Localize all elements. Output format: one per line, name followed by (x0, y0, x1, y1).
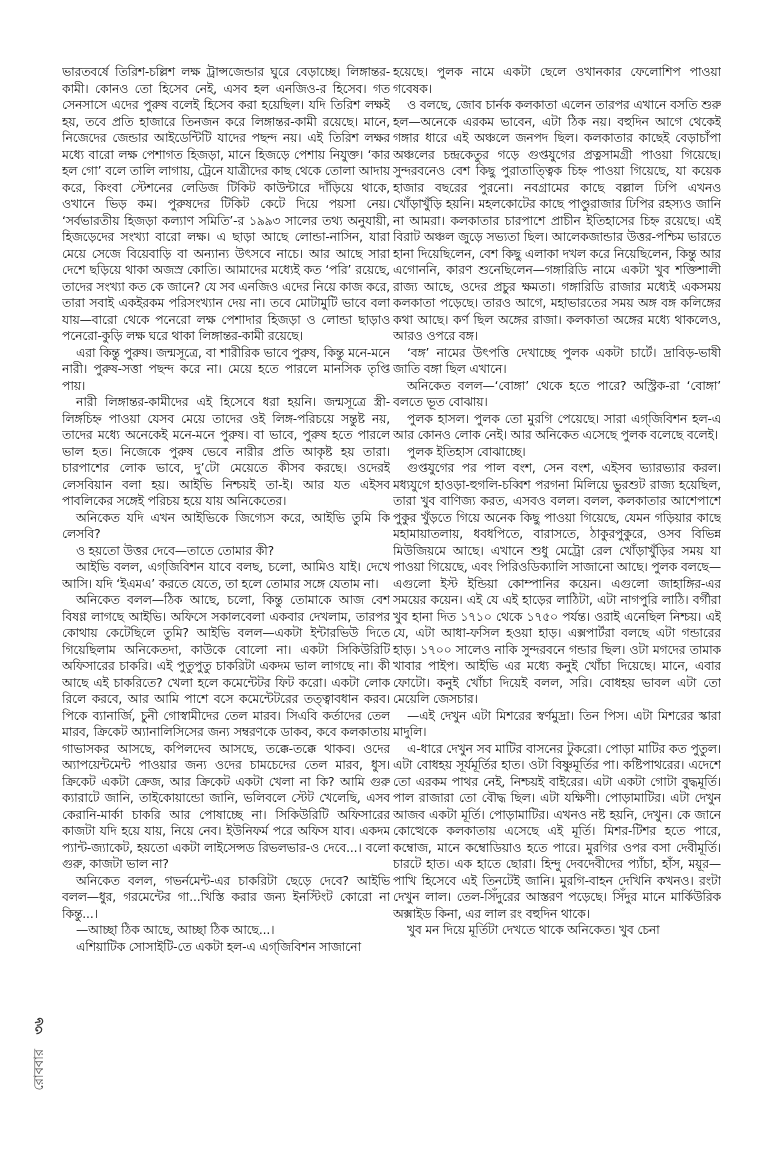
right-text-column (393, 64, 721, 1104)
page-number: ৩৬ (32, 1017, 47, 1035)
paragraph: এশিয়াটিক সোসাইটি-তে একটা হল-এ এগ্‌জিবিশন সাজানো (76, 939, 361, 954)
paragraph: পুলক হাসল। পুলক তো মুরগি পেয়েছে। সারা এগ্‌জিবিশন হল-এ আর কোনও লোক নেই। আর অনিকেত এসেছে পুলক বলেছে বলেই। (393, 411, 721, 442)
left-text-column (62, 64, 390, 1104)
paragraph: অনিকেত বলল, গভর্নমেন্ট-এর চাকরিটা ছেড়ে দেবে? আইভি বলল—ধুর, গরমেন্টের গা...খিস্তি করার জন্য ইনস্টিংট কোরো না কিন্তু...। (62, 873, 390, 921)
magazine-name: রোববার (32, 1048, 47, 1090)
paragraph: ও বলছে, জোব চার্নক কলকাতা এলেন তারপর এখানে বসতি শুরু হল—অনেকে এরকম ভাবেন, এটা ঠিক নয়। বহুদিন আগে থেকেই গঙ্গার ধারে এই অঞ্চলে জনপদ ছিল। কলকাতার কাছেই বেড়াচাঁপা অঞ্চলের চন্দ্রকেতুর গড়ে গুপ্তযুগের প্রত্নসামগ্রী পাওয়া গিয়েছে। সুন্দরবনেও বেশ কিছু পুরাতাত্ত্বিক চিহ্ন পাওয়া গিয়েছে, যা কয়েক হাজার বছরের পুরনো। নবগ্রামের কাছে বল্লাল ঢিপি এখনও খোঁড়াখুঁড়ি হয়নি। মহলকোটের কাছে পাণ্ডুরাজার ঢিপির রহস্যও জানি না আমরা। কলকাতার চারপাশে প্রাচীন ইতিহাসের চিহ্ন রয়েছে। এই বিরাট অঞ্চল জুড়ে সভ্যতা ছিল। আলেকজান্ডার উত্তর-পশ্চিম ভারতে হানা দিয়েছিলেন, বেশ কিছু এলাকা দখল করে নিয়েছিলেন, কিন্তু আর এগোননি, কারণ শুনেছিলেন—গঙ্গারিডি নামে একটা খুব শক্তিশালী রাজ্য আছে, ওদের প্রচুর ক্ষমতা। গঙ্গারিডি রাজার মধ্যেই একসময় কলকাতা পড়েছে। তারও আগে, মহাভারতের সময় অঙ্গ বঙ্গ কলিঙ্গের কথা আছে। কর্ণ ছিল অঙ্গের রাজা। কলকাতা অঙ্গের মধ্যে থাকলেও, আরও ওপরে বঙ্গ। (393, 98, 721, 343)
paragraph: পুলক ইতিহাস বোঝাচ্ছে। (407, 444, 526, 459)
paragraph: অনিকেত বলল—ঠিক আছে, চলো, কিন্তু তোমাকে আজ বেশ বিষণ্ণ লাগছে আইভি। অফিসে সকালবেলা একবার দেখলাম, তারপর কোথায় কেটেছিলে তুমি? আইভি বলল—একটা ইন্টারভিউ দিতে গিয়েছিলাম অনিকেতদা, কাউকে বোলো না। একটা সিকিউরিটি অফিসারের চাকরি। এই পুতুপুতু চাকরিটা একদম ভাল লাগছে না। কী আছে এই চাকরিতে? খেলা হলে কমেন্টেটর ফিট করো। একটা লোক রিলে করবে, আর আমি পাশে বসে কমেন্টেটরের তত্ত্বাবধান করব। পিকে ব্যানার্জি, চুনী গোস্বামীদের তেল মারব। সিএবি কর্তাদের তেল মারব, ক্রিকেট অ্যানালিসিসের জন্য সম্বরণকে ডাকব, কবে কলকাতায় গাভাসকর আসছে, কপিলদেব আসছে, তক্কে-তক্কে থাকব। ওদের অ্যাপয়েন্টমেন্ট পাওয়ার জন্য ওদের চামচেদের তেল মারব, ধুস। ক্রিকেট একটা ক্রেজ, আর ক্রিকেট একটা খেলা না কি? আমি গুরু ক্যারাটে জানি, তাইকোয়ান্ডো জানি, ভলিবলে স্টেট খেলেছি, এসব কেরানি-মার্কা চাকরি আর পোষাচ্ছে না। সিকিউরিটি অফিসারের কাজটা যদি হয়ে যায়, নিয়ে নেব। ইউনিফর্ম পরে অফিস যাব। একদম প্যান্ট-জ্যাকেট, হয়তো একটা লাইসেন্সড রিভলভার-ও দেবে...। বলো গুরু, কাজটা ভাল না? (62, 593, 390, 871)
paragraph: আইভি বলল, এগ্‌জিবিশন যাবে বলছ, চলো, আমিও যাই। দেখে আসি। যদি ‘ইএমএ’ করতে যেতে, তা হলে তোমার সঙ্গে যেতাম না। (62, 560, 390, 591)
paragraph: অনিকেত যদি এখন আইভিকে জিগ্যেস করে, আইভি তুমি কি লেসবি? (62, 510, 390, 541)
paragraph: খুব মন দিয়ে মূর্তিটা দেখতে থাকে অনিকেত। খুব চেনা (407, 923, 660, 937)
paragraph: ‘বঙ্গ’ নামের উৎপত্তি দেখাচ্ছে পুলক একটা চার্টে। দ্রাবিড়-ভাষী জাতি বঙ্গা ছিল এখানে। (393, 345, 721, 376)
paragraph: এরা কিন্তু পুরুষ। জন্মসূত্রে, বা শারীরিক ভাবে পুরুষ, কিন্তু মনে-মনে নারী। পুরুষ-সত্তা পছন্দ করে না। মেয়ে হতে পারলে মানসিক তৃপ্তি পায়। (62, 345, 390, 393)
paragraph: এ-ধারে দেখুন সব মাটির বাসনের টুকরো। পোড়া মাটির কত পুতুল। এটা বোধহয় সূর্যমূর্তির হাত। ওটা বিষ্ণুমূর্তির পা। কষ্টিপাথরের। এদেশে তো এরকম পাথর নেই, নিশ্চয়ই বাইরের। এটা একটা গোটা বুদ্ধমূর্তি। পাল রাজারা তো বৌদ্ধ ছিল। এটা যক্ষিণী। পোড়ামাটির। এটা দেখুন আজব একটা মূর্তি। পোড়ামাটির। এখনও নষ্ট হয়নি, দেখুন। কে জানে কোত্থেকে কলকাতায় এসেছে এই মূর্তি। মিশর-টিশর হতে পারে, কম্বোজ, মানে কম্বোডিয়াও হতে পারে। মুরগির ওপর বসা দেবীমূর্তি। চারটে হাত। এক হাতে ছোরা। হিন্দু দেবদেবীদের প্যাঁচা, হাঁস, ময়ূর—পাখি হিসেবে এই তিনটেই জানি। মুরগি-বাহন দেখিনি কখনও। রংটা দেখুন লাল। তেল-সিঁদুরের আস্তরণ পড়েছে। সিঁদুর মানে মার্কিউরিক অক্সাইড কিনা, এর লাল রং বহুদিন থাকে। (393, 741, 721, 921)
paragraph: —আচ্ছা ঠিক আছে, আচ্ছা ঠিক আছে...। (76, 923, 275, 937)
page-sidebar (30, 1018, 51, 1091)
paragraph: ভারতবর্ষে তিরিশ-চল্লিশ লক্ষ ট্রান্সজেন্ডার ঘুরে বেড়াচ্ছে। লিঙ্গান্তর-কামী। কোনও তো হিসেব নেই, এসব হল এনজিও-র হিসেব। গত সেনসাসে এদের পুরুষ বলেই হিসেব করা হয়েছিল। যদি তিরিশ লক্ষই হয়, তবে প্রতি হাজারে তিনজন করে লিঙ্গান্তর-কামী রয়েছে। মানে, নিজেদের জেন্ডার আইডেন্টিটি যাদের পছন্দ নয়। এই তিরিশ লক্ষর মধ্যে বারো লক্ষ পেশাগত হিজড়া, মানে হিজড়ে পেশায় নিযুক্ত। ‘কার হল গো’ বলে তালি লাগায়, ট্রেনে যাত্রীদের কাছ থেকে তোলা আদায় করে, কিংবা স্টেশনের লেডিজ টিকিট কাউন্টারে দাঁড়িয়ে থাকে, ওখানে ভিড় কম। পুরুষদের টিকিট কেটে দিয়ে পয়সা নেয়। ‘সর্বভারতীয় হিজড়া কল্যাণ সমিতি’-র ১৯৯৩ সালের তথ্য অনুযায়ী, হিজড়েদের সংখ্যা বারো লক্ষ। এ ছাড়া আছে লোন্ডা-নাসিন, যারা মেয়ে সেজে বিয়েবাড়ি বা অন্যান্য উৎসবে নাচে। আর আছে সারা দেশে ছড়িয়ে থাকা অজস্র কোতি। আমাদের মধ্যেই কত ‘পরি’ রয়েছে, তাদের সংখ্যা কত কে জানে? যে সব এনজিও এদের নিয়ে কাজ করে, তারা সবাই একইরকম পরিসংখ্যান দেয় না। তবে মোটামুটি ভাবে বলা যায়—বারো থেকে পনেরো লক্ষ পেশাদার হিজড়া ও লোন্ডা ছাড়াও পনেরো-কুড়ি লক্ষ ঘরে থাকা লিঙ্গান্তর-কামী রয়েছে। (62, 65, 390, 343)
paragraph: গুপ্তযুগের পর পাল বংশ, সেন বংশ, এইসব ভ্যারভ্যার করল। মধ্যযুগে হাওড়া-হুগলি-চব্বিশ পরগনা মিলিয়ে ভুরশুট রাজ্য হয়েছিল, তারা খুব বাণিজ্য করত, এসবও বলল। বলল, কলকাতার আশেপাশে পুকুর খুঁড়তে গিয়ে অনেক কিছু পাওয়া গিয়েছে, যেমন গড়িয়ার কাছে মহামায়াতলায়, ধবধপিতে, বারাসতে, ঠাকুরপুকুরে, ওসব বিভিন্ন মিউজিয়মে আছে। এখানে শুধু মেট্রো রেল খোঁড়াখুঁড়ির সময় যা পাওয়া গিয়েছে, এবং পিরিওডিক্যালি সাজানো আছে। পুলক বলছে—এগুলো ইস্ট ইন্ডিয়া কোম্পানির কয়েন। এগুলো জাহাঙ্গির-এর সময়ের কয়েন। এই যে এই হাড়ের লাঠিটা, এটা নাগপুরি লাঠি। বর্গীরা খুব হানা দিত ১৭১০ থেকে ১৭৫০ পর্যন্ত। ওরাই এনেছিল নিশ্চয়। এই যে, এটা আধা-ফসিল হওয়া হাড়। এক্সপার্টরা বলছে এটা গন্ডারের হাড়। ১৭০০ সালেও নাকি সুন্দরবনে গন্ডার ছিল। ওটা মগদের তামাক খাবার পাইপ। আইভি এর মধ্যে কনুই খোঁচা দিয়েছে। মানে, এবার ফোটো। কনুই খোঁচা দিয়েই বলল, সরি। বোধহয় ভাবল এটা তো মেয়েলি জেসচার। (393, 461, 721, 706)
paragraph: নারী লিঙ্গান্তর-কামীদের এই হিসেবে ধরা হয়নি। জন্মসূত্রে স্ত্রী-লিঙ্গচিহ্ন পাওয়া যেসব মেয়ে তাদের ওই লিঙ্গ-পরিচয়ে সন্তুষ্ট নয়, তাদের মধ্যে অনেকেই মনে-মনে পুরুষ। বা ভাবে, পুরুষ হতে পারলে ভাল হত। নিজেকে পুরুষ ভেবে নারীর প্রতি আকৃষ্ট হয় তারা। চারপাশের লোক ভাবে, দু’টো মেয়েতে কীসব করছে। ওদেরই লেসবিয়ান বলা হয়। আইভি নিশ্চয়ই তা-ই। আর যত এইসব পাবলিকের সঙ্গেই পরিচয় হয়ে যায় অনিকেতের। (62, 395, 390, 508)
paragraph: ও হয়তো উত্তর দেবে—তাতে তোমার কী? (76, 543, 274, 558)
paragraph: —এই দেখুন এটা মিশরের স্বর্ণমুদ্রা। তিন পিস। এটা মিশরের স্কারা মাদুলি। (393, 708, 721, 739)
paragraph: হয়েছে। পুলক নামে একটা ছেলে ওখানকার ফেলোশিপ পাওয়া গবেষক। (393, 65, 721, 96)
paragraph: অনিকেত বলল—‘বোঙ্গা’ থেকে হতে পারে? অস্ট্রিক-রা ‘বোঙ্গা’ বলতে ভূত বোঝায়। (393, 378, 721, 409)
